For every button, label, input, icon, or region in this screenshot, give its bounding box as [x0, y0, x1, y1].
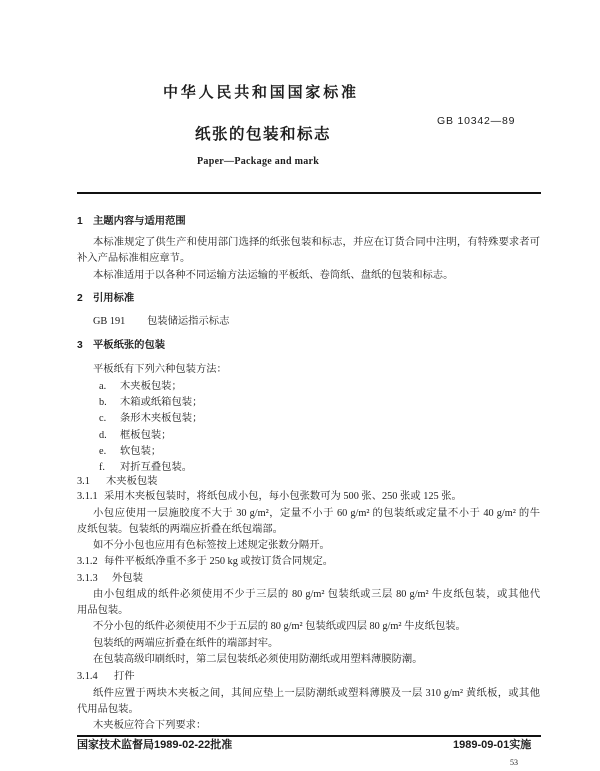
clause-text: 每件平板纸净重不多于 250 kg 或按订货合同规定。 [104, 556, 334, 567]
section-title: 平板纸张的包装 [93, 340, 166, 351]
page-number: 53 [510, 758, 518, 767]
list-item-text: 框板包装； [120, 430, 172, 441]
paragraph-line: 本标准适用于以各种不同运输方法运输的平板纸、卷筒纸、盘纸的包装和标志。 [93, 270, 454, 281]
paragraph-line: 由小包组成的纸件必须使用不少于三层的 80 g/m² 包装纸或三层 80 g/m² 牛皮纸包装，或其他代 [93, 589, 540, 600]
section-3-heading [77, 339, 165, 353]
section-number: 2 [77, 293, 83, 304]
paragraph-line: 小包应使用一层施胶度不大于 30 g/m²，定量不小于 60 g/m² 的包装纸或定量不小于 40 g/m² 的牛 [93, 508, 540, 519]
paragraph-line: 在包装高级印刷纸时，第二层包装纸必须使用防潮纸或用塑料薄膜防潮。 [93, 654, 423, 665]
national-standard-heading: 中华人民共和国国家标准 [163, 84, 359, 101]
clause-3-1-1 [77, 490, 462, 504]
list-item [99, 461, 192, 475]
list-item-label: f. [99, 462, 106, 473]
paragraph-line: 皮纸包装。包装纸的两端应折叠在纸包端部。 [77, 524, 283, 535]
list-item [99, 445, 161, 459]
list-item [99, 380, 182, 394]
clause-title: 木夹板包装 [106, 476, 158, 487]
effective-date: 1989-09-01实施 [453, 739, 532, 751]
approval-statement: 国家技术监督局1989-02-22批准 [77, 739, 233, 751]
clause-title: 打件 [114, 671, 135, 682]
paragraph-line: 补入产品标准相应章节。 [77, 253, 191, 264]
section-1-heading [77, 215, 186, 229]
list-item [99, 412, 202, 426]
paragraph-line: 纸件应置于两块木夹板之间，其间应垫上一层防潮纸或塑料薄膜及一层 310 g/m² 黄纸板，或其他 [93, 688, 540, 699]
paragraph-line: 木夹板应符合下列要求： [93, 720, 207, 731]
clause-3-1-2 [77, 555, 333, 569]
clause-number: 3.1.3 [77, 573, 98, 584]
clause-number: 3.1.1 [77, 491, 98, 502]
list-item [99, 396, 202, 410]
reference-code: GB 191 [93, 316, 126, 327]
reference-name: 包装储运指示标志 [147, 316, 230, 327]
clause-number: 3.1.4 [77, 671, 98, 682]
list-item [99, 429, 171, 443]
paragraph-line: 包装纸的两端应折叠在纸件的端部封牢。 [93, 638, 279, 649]
clause-3-1-3-heading [77, 572, 143, 586]
list-item-text: 木夹板包装； [120, 381, 182, 392]
reference-item [93, 315, 229, 329]
clause-title: 外包装 [112, 573, 143, 584]
clause-number: 3.1 [77, 476, 90, 487]
clause-number: 3.1.2 [77, 556, 98, 567]
clause-3-1-4-heading [77, 670, 135, 684]
list-item-text: 软包装； [120, 446, 162, 457]
section-number: 1 [77, 216, 83, 227]
list-item-label: d. [99, 430, 107, 441]
list-item-text: 对折互叠包装。 [120, 462, 193, 473]
footer-divider [77, 735, 541, 737]
standard-number: GB 10342—89 [437, 115, 516, 127]
section-number: 3 [77, 340, 83, 351]
list-item-label: c. [99, 413, 107, 424]
section-title: 主题内容与适用范围 [93, 216, 186, 227]
paragraph-line: 如不分小包也应用有色标签按上述规定张数分隔开。 [93, 540, 330, 551]
list-item-label: b. [99, 397, 107, 408]
paragraph-line: 本标准规定了供生产和使用部门选择的纸张包装和标志，并应在订货合同中注明，有特殊要求者可 [93, 237, 540, 248]
clause-text: 采用木夹板包装时，将纸包成小包，每小包张数可为 500 张、250 张或 125 张。 [104, 491, 462, 502]
list-item-text: 木箱或纸箱包装； [120, 397, 203, 408]
section-2-heading [77, 292, 134, 306]
list-item-text: 条形木夹板包装； [120, 413, 203, 424]
paragraph-line: 用品包装。 [77, 605, 129, 616]
paragraph-line: 平板纸有下列六种包装方法： [93, 364, 227, 375]
list-item-label: e. [99, 446, 107, 457]
paragraph-line: 代用品包装。 [77, 704, 139, 715]
document-title-chinese: 纸张的包装和标志 [195, 126, 332, 143]
clause-3-1-heading [77, 475, 157, 489]
paragraph-line: 不分小包的纸件必须使用不少于五层的 80 g/m² 包装纸或四层 80 g/m² 牛皮纸包装。 [93, 621, 466, 632]
list-item-label: a. [99, 381, 107, 392]
document-title-english: Paper—Package and mark [197, 156, 320, 167]
header-divider [77, 192, 541, 194]
section-title: 引用标准 [93, 293, 135, 304]
